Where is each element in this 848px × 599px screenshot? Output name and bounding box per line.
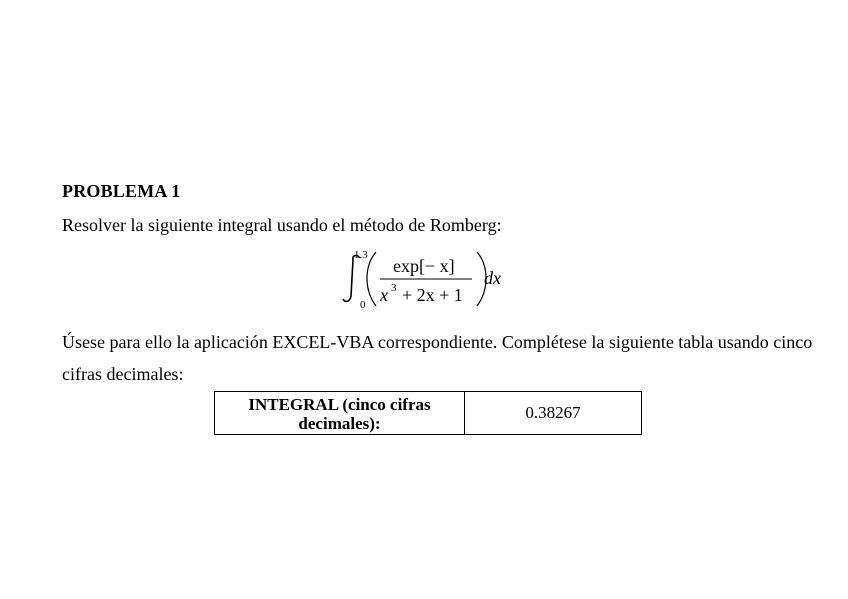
problem-title: PROBLEMA 1	[62, 181, 181, 201]
integral-formula	[340, 246, 520, 312]
result-table	[214, 391, 642, 435]
table-value-cell	[465, 392, 641, 434]
denominator-x: x	[380, 285, 388, 305]
problem-intro: Resolver la siguiente integral usando el método de Romberg:	[62, 215, 502, 235]
upper-limit: 1.3	[354, 249, 368, 261]
numerator: exp[− x]	[393, 256, 455, 276]
table-label-cell: INTEGRAL (cinco cifras decimales):	[215, 392, 465, 434]
differential: dx	[484, 268, 501, 288]
integral-value: 0.38267	[525, 403, 581, 422]
lower-limit: 0	[360, 299, 366, 311]
denominator-rest: + 2x + 1	[402, 285, 463, 305]
instructions-paragraph: Úsese para ello la aplicación EXCEL-VBA correspondiente. Complétese la siguiente tabla usando cinco cifras decimales:	[62, 332, 813, 384]
integral-sign	[343, 256, 360, 302]
left-paren	[367, 252, 376, 306]
denominator-exponent: 3	[391, 282, 397, 294]
